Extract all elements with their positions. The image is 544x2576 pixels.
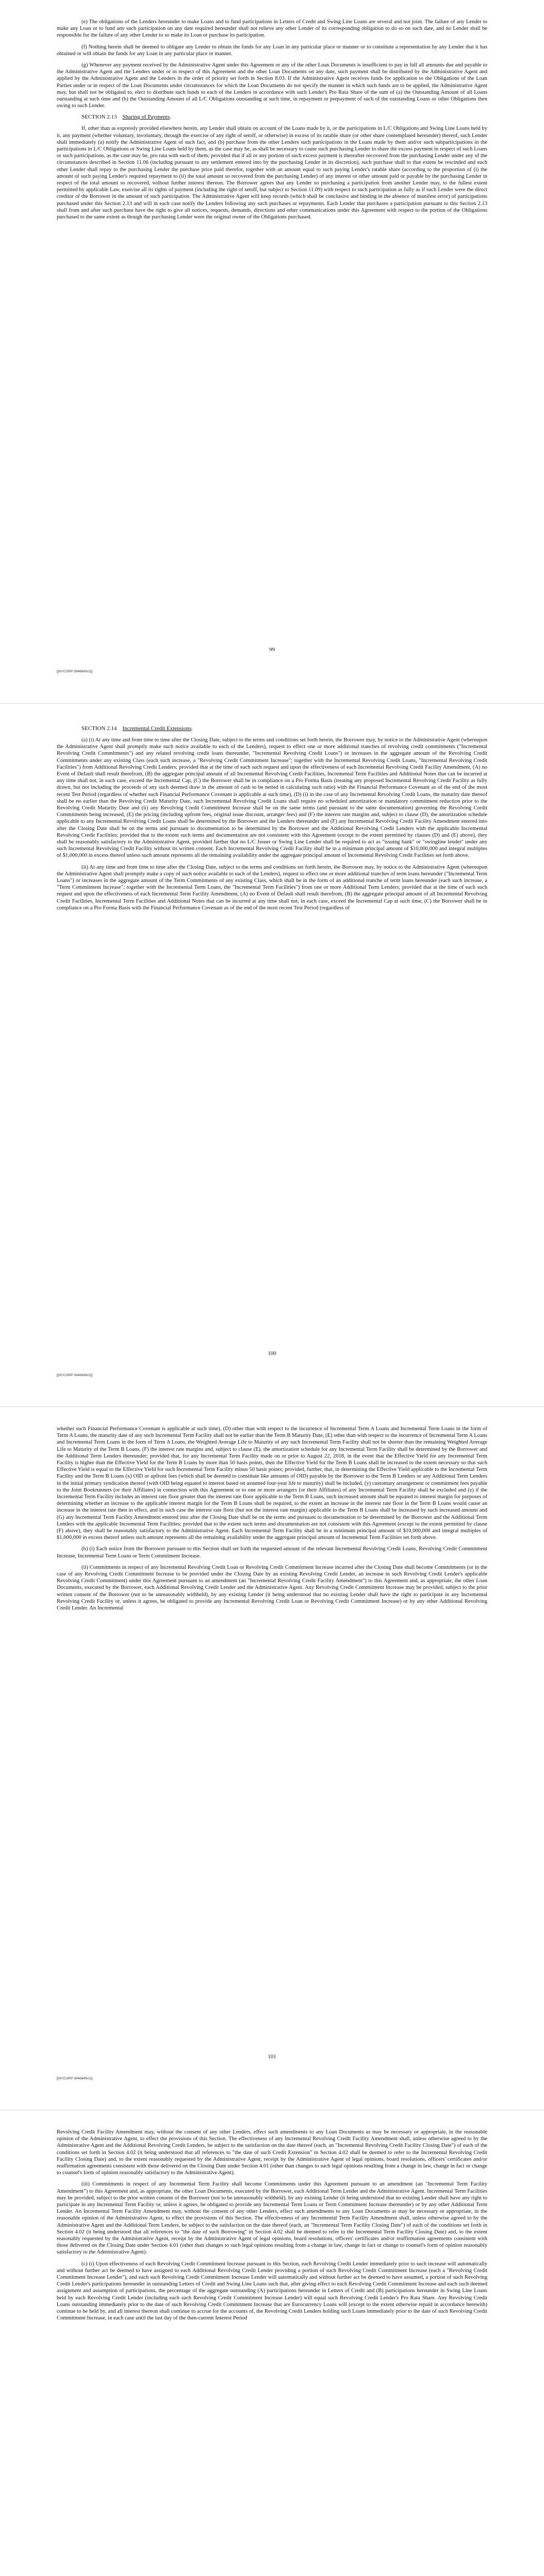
section-number: SECTION 2.14: [81, 725, 117, 732]
section-number: SECTION 2.13: [81, 114, 117, 121]
section-title: Sharing of Payments: [122, 114, 170, 121]
paragraph: (f) Nothing herein shall be deemed to obligate any Lender to obtain the funds for any Loan in any particular place or manner or to constitute a representation by any Lender that it has obtained or will obtain the funds for any Loan in any particular place or manner.: [57, 44, 487, 57]
document-page: [0, 0, 544, 703]
document-id: [[NYCORP:3946849v2]]: [57, 2077, 93, 2080]
paragraph: (ii) At any time and from time to time after the Closing Date, subject to the terms and conditions set forth herein, the Borrower may, by notice to the Administrative Agent (whereupon the Administrative Agent shall promptly make a copy of such notice available to each of the Lenders), request to effect one or more additional tranches of term loans hereunder ("Incremental Term Loans") or increases in the aggregate amount of the Term Commitments of any existing Class, which shall be in the form of an additional tranche of term loans hereunder (each such increase, a "Term Commitment Increase"; together with the Incremental Term Loans, the "Incremental Term Facilities") from one or more Additional Term Lenders; provided that at the time of each such request and upon the effectiveness of each Incremental Term Facility Amendment, (A) no Event of Default shall result therefrom, (B) the aggregate principal amount of all Incremental Revolving Credit Facilities, Incremental Term Facilities and Additional Notes that can be incurred at any time shall not, in each case, exceed the Incremental Cap at such time, (C) the Borrower shall be in compliance on a Pro Forma Basis with the Financial Performance Covenant as of the end of the most recent Test Period (regardless of: [57, 864, 487, 911]
paragraph: (a) (i) At any time and from time to time after the Closing Date, subject to the terms and conditions set forth herein, the Borrower may, by notice to the Administrative Agent (whereupon the Administrative Agent shall promptly make such notice available to each of the Lenders), request to effect one or more additional tranches of revolving credit commitments ("Incremental Revolving Credit Commitments") and any related revolving credit loans thereunder, "Incremental Revolving Credit Loans") or increases in the aggregate amount of the Revolving Credit Commitments under any existing Class (each such increase, a "Revolving Credit Commitment Increase"; together with the Incremental Revolving Credit Loans, "Incremental Revolving Credit Facilities") from Additional Revolving Credit Lenders; provided that at the time of each such request and upon the effectiveness of each Incremental Revolving Credit Facility Amendment, (A) no Event of Default shall result therefrom, (B) the aggregate principal amount of all Incremental Revolving Credit Facilities, Incremental Term Facilities and Additional Notes that can be incurred at any time shall not, in each case, exceed the Incremental Cap, (C) the Borrower shall be in compliance on a Pro Forma Basis (treating any proposed Incremental Revolving Credit Facility as fully drawn, but not including the proceeds of any such deemed draw in the amount of cash to be netted in calculating such ratio) with the Financial Performance Covenant as of the end of the most recent Test Period (regardless of whether such Financial Performance Covenant is applicable at such time), (D) (i) in the case of any Incremental Revolving Credit Loans, the maturity date thereof shall be no earlier than the Revolving Credit Maturity Date, such Incremental Revolving Credit Loans shall require no scheduled amortization or mandatory commitment reduction prior to the Revolving Credit Maturity Date and (ii) any Revolving Credit Commitment Increase shall be on the same terms (and pursuant to the same documentation) governing the Revolving Credit Commitments being increased, (E) the pricing (including upfront fees, original issue discount, arranger fees) and (F) the interest rate margins and, subject to clause (D), the amortization schedule applicable to any Incremental Revolving Credit Loans shall be determined by the Borrower and the Lenders thereunder and (F) any Incremental Revolving Credit Facility Amendment entered into after the Closing Date shall be on the terms and pursuant to documentation to be determined by the Borrower and the Additional Revolving Credit Lenders with the applicable Incremental Revolving Credit Facilities; provided that to the extent such terms and documentation are not consistent with this Agreement (except to the extent permitted by clauses (D) and (E) above), they shall be reasonably satisfactory to the Administrative Agent, provided further that no L/C Issuer or Swing Line Lender shall be required to act as "issuing bank" or "swingline lender" under any such Incremental Revolving Credit Facility without its written consent. Each Incremental Revolving Credit Facility shall be in a minimum principal amount of $10,000,000 and integral multiples of $1,000,000 in excess thereof unless such amount represents all the remaining availability under the aggregate principal amount of Incremental Revolving Credit Facilities set forth above.: [57, 737, 487, 859]
paragraph: (ii) Commitments in respect of any Incremental Revolving Credit Loan or Revolving Credit Commitment Increase incurred after the Closing Date shall become Commitments (or in the case of any Revolving Credit Commitment Increase to be provided under the Closing Date by an existing Revolving Credit Lender, an increase in such Revolving Credit Lender's applicable Revolving Credit Commitment) under this Agreement pursuant to an amendment (an "Incremental Revolving Credit Facility Amendment") to this Agreement and, as appropriate, the other Loan Documents, executed by the Borrower, each Additional Revolving Credit Lender and the Administrative Agent. Any Revolving Credit Commitment Increase may be provided, subject to the prior written consent of the Borrower (not to be unreasonably withheld), by any existing Lender (it being understood that no existing Lender shall have the right to participate in any Incremental Revolving Credit Facility or, unless it agrees, be obligated to provide any Incremental Revolving Credit Loan or Revolving Credit Commitment Increase) or by any other Additional Revolving Credit Lender. An Incremental: [57, 1564, 487, 1612]
section-title: Incremental Credit Extensions: [122, 725, 192, 732]
paragraph: whether such Financial Performance Covenant is applicable at such time), (D) other than with respect to the incurrence of Incremental Term A Loans and Incremental Term Loans in the form of Term A Loans, the maturity date of any such Incremental Term Facility shall not be earlier than the Term B Maturity Date, (E) other than with respect to the incurrence of Incremental Term A Loans and Incremental Term Loans in the form of Term A Loans, the Weighted Average Life to Maturity of any such Incremental Term Facility shall not be shorter than the remaining Weighted Average Life to Maturity of the Term B Loans, (F) the interest rate margins and, subject to clause (E), the amortization schedule for any Incremental Term Facility shall be determined by the Borrower and the Additional Term Lenders thereunder; provided that, for any Incremental Term Facility made on or prior to August 22, 2018, in the event that the Effective Yield for any Incremental Term Facility is higher than the Effective Yield for the Term B Loans by more than 50 basis points, then the Effective Yield for the Term B Loans shall be increased to the extent necessary so that such Effective Yield is equal to the Effective Yield for such Incremental Term Facility minus 50 basis points; provided, further, that, in determining the Effective Yield applicable to the Incremental Term Facility and the Term B Loans (x) OID or upfront fees (which shall be deemed to constitute like amounts of OID) payable by the Borrower to the Term B Lenders or any Additional Term Lenders in the initial primary syndication thereof (with OID being equated to interest based on assumed four-year life to maturity) shall be included, (y) customary arrangement or commitment fees payable to the Joint Bookrunners (or their Affiliates) in connection with this Agreement or to one or more arrangers (or their Affiliates) of any Incremental Term Facility shall be excluded and (z) if the Incremental Term Facility includes an interest rate floor greater than the interest rate floor applicable to the Term B Loans, such increased amount shall be equated to interest margin for purposes of determining whether an increase to the applicable interest margin for the Term B Loans shall be required, to the extent an increase in the interest rate floor in the Term B Loans would cause an increase in the interest rate then in effect, and in such case the interest rate floor (but not the interest rate margin) applicable to the Term B Loans shall be increased by such increased amount and (G) any Incremental Term Facility Amendment entered into after the Closing Date shall be on the terms and pursuant to documentation to be determined by the Borrower and the Additional Term Lenders with the applicable Incremental Term Facilities; provided that to the extent such terms and documentation are not consistent with this Agreement (except to the extent permitted by clause (F) above), they shall be reasonably satisfactory to the Administrative Agent. Each Incremental Term Facility shall be in a minimum principal amount of $10,000,000 and integral multiples of $1,000,000 in excess thereof unless such amount represents all the remaining availability under the aggregate principal amount of Incremental Term Facilities set forth above.: [57, 1426, 487, 1541]
section-heading: SECTION 2.14 Incremental Credit Extensions.: [81, 725, 193, 732]
document-page: [0, 1406, 544, 2110]
paragraph: If, other than as expressly provided elsewhere herein, any Lender shall obtain on account of the Loans made by it, or the participations in L/C Obligations and Swing Line Loans held by it, any payment (whether voluntary, involuntary, through the exercise of any right of setoff, or otherwise) in excess of its ratable share (or other share contemplated hereunder) thereof, such Lender shall immediately (a) notify the Administrative Agent of such fact, and (b) purchase from the other Lenders such participations in the Loans made by them and/or such subparticipations in the participations in L/C Obligations or Swing Line Loans held by them, as the case may be, as shall be necessary to cause such purchasing Lender to share the excess payment in respect of such Loans or such participations, as the case may be, pro rata with each of them; provided that if all or any portion of such excess payment is thereafter recovered from the purchasing Lender under any of the circumstances described in Section 11.06 (including pursuant to any settlement entered into by the purchasing Lender in its discretion), such purchase shall to that extent be rescinded and each other Lender shall repay to the purchasing Lender the purchase price paid therefor, together with an amount equal to such paying Lender's ratable share (according to the proportion of (i) the amount of such paying Lender's required repayment to (ii) the total amount so recovered from the purchasing Lender) of any interest or other amount paid or payable by the purchasing Lender in respect of the total amount so recovered, without further interest thereon. The Borrower agrees that any Lender so purchasing a participation from another Lender may, to the fullest extent permitted by applicable Law, exercise all its rights of payment (including the right of setoff, but subject to Section 11.09) with respect to such participation as fully as if such Lender were the direct creditor of the Borrower in the amount of such participation. The Administrative Agent will keep records (which shall be conclusive and binding in the absence of manifest error) of participations purchased under this Section 2.13 and will in each case notify the Lenders following any such purchases or repayments. Each Lender that purchases a participation pursuant to this Section 2.13 shall from and after such purchase have the right to give all notices, requests, demands, directions and other communications under this Agreement with respect to the portion of the Obligations purchased to the same extent as though the purchasing Lender were the original owner of the Obligations purchased.: [57, 126, 487, 221]
page-number: 100: [268, 1350, 276, 1357]
paragraph: (g) Whenever any payment received by the Administrative Agent under this Agreement or any of the other Loan Documents is insufficient to pay in full all amounts due and payable to the Administrative Agent and the Lenders under or in respect of this Agreement and the other Loan Documents on any date, such payment shall be distributed by the Administrative Agent and applied by the Administrative Agent and the Lenders in the order of priority set forth in Section 8.03. If the Administrative Agent receives funds for application to the Obligations of the Loan Parties under or in respect of the Loan Documents under circumstances for which the Loan Documents do not specify the manner in which such funds are to be applied, the Administrative Agent may, but shall not be obligated to, elect to distribute such funds to each of the Lenders in accordance with such Lender's Pro Rata Share of the sum of (a) the Outstanding Amount of all Loans outstanding at such time and (b) the Outstanding Amount of all L/C Obligations outstanding at such time, in repayment or prepayment of such of the outstanding Loans or other Obligations then owing to such Lender.: [57, 62, 487, 109]
page-number: 101: [268, 2054, 276, 2060]
paragraph: Revolving Credit Facility Amendment may, without the consent of any other Lenders, effect such amendments to any Loan Documents as may be necessary or appropriate, in the reasonable opinion of the Administrative Agent, to effect the provisions of this Section. The effectiveness of any Incremental Revolving Credit Facility Amendment shall, unless otherwise agreed to by the Administrative Agent and the Additional Revolving Credit Lenders, be subject to the satisfaction on the date thereof (each, an "Incremental Revolving Credit Facility Closing Date") of each of the conditions set forth in Section 4.02 (it being understood that all references to "the date of such Credit Extension" in Section 4.02 shall be deemed to refer to the Incremental Revolving Credit Facility Closing Date) and, to the extent reasonably requested by the Administrative Agent, receipt by the Administrative Agent of legal opinions, board resolutions, officers' certificates and/or reaffirmation agreements consistent with those delivered on the Closing Date under Section 4.01 (other than changes to such legal opinions resulting from a change in law, change in fact or change to counsel's form of opinion reasonably satisfactory to the Administrative Agent).: [57, 2129, 487, 2176]
document-id: [[NYCORP:3946849v2]]: [57, 1374, 93, 1377]
page-number: 99: [269, 647, 275, 653]
document-page: [0, 2110, 544, 2576]
section-heading: SECTION 2.13 Sharing of Payments.: [81, 114, 171, 121]
paragraph: (c) (i) Upon effectiveness of each Revolving Credit Commitment Increase pursuant to this Section, each Revolving Credit Lender immediately prior to such increase will automatically and without further act be deemed to have assigned to each Additional Revolving Credit Lender providing a portion of such Revolving Credit Commitment Increase (each a "Revolving Credit Commitment Increase Lender"), and each such Revolving Credit Commitment Increase Lender will automatically and without further act be deemed to have assumed, a portion of such Revolving Credit Lender's participations hereunder in outstanding Letters of Credit and Swing Line Loans such that, after giving effect to each Revolving Credit Commitment Increase and each such deemed assignment and assumption of participations, the percentage of the aggregate outstanding (A) participations hereunder in Letters of Credit and (B) participations hereunder in Swing Line Loans held by each Revolving Credit Lender (including each such Revolving Credit Commitment Increase Lender) will equal such Revolving Credit Lender's Pro Rata Share. Any Revolving Credit Loans outstanding immediately prior to the date of such Revolving Credit Commitment Increase that are Eurocurrency Loans will (except to the extent otherwise repaid in accordance herewith) continue to be held by, and all interest thereon shall continue to accrue for the accounts of, the Revolving Credit Lenders holding such Loans immediately prior to the date of such Revolving Credit Commitment Increase, in each case until the last day of the then-current Interest Period: [57, 2261, 487, 2321]
document-page: [0, 703, 544, 1406]
document-id: [[NYCORP:3946849v2]]: [57, 670, 93, 673]
paragraph: (b) (i) Each notice from the Borrower pursuant to this Section shall set forth the requested amount of the relevant Incremental Revolving Credit Loans, Revolving Credit Commitment Increase, Incremental Term Loans or Term Commitment Increase.: [57, 1546, 487, 1559]
paragraph: (e) The obligations of the Lenders hereunder to make Loans and to fund participations in Letters of Credit and Swing Line Loans are several and not joint. The failure of any Lender to make any Loan or to fund any such participation on any date required hereunder shall not relieve any other Lender of its corresponding obligation to do so on such date, and no Lender shall be responsible for the failure of any other Lender to so make its Loan or purchase its participation.: [57, 19, 487, 39]
paragraph: (iii) Commitments in respect of any Incremental Term Facility shall become Commitments under this Agreement pursuant to an amendment (an "Incremental Term Facility Amendment") to this Agreement and, as appropriate, the other Loan Documents, executed by the Borrower, each Additional Term Lender and the Administrative Agent. Incremental Term Facilities may be provided, subject to the prior written consent of the Borrower (not to be unreasonably withheld), by any existing Lender (it being understood that no existing Lender shall have any right to participate in any Incremental Term Facility or, unless it agrees, be obligated to provide any Incremental Term Loans or Term Commitment Increase thereunder) or by any other Additional Term Lender. An Incremental Term Facility Amendment may, without the consent of any other Lenders, effect such amendments to any Loan Documents as may be necessary or appropriate, in the reasonable opinion of the Administrative Agent, to effect the provisions of this Section. The effectiveness of any Incremental Term Facility Amendment shall, unless otherwise agreed to by the Administrative Agent and the Additional Term Lenders, be subject to the satisfaction on the date thereof (each, an "Incremental Term Facility Closing Date") of each of the conditions set forth in Section 4.02 (it being understood that all references to "the date of such Borrowing" in Section 4.02 shall be deemed to refer to the Incremental Term Facility Closing Date) and, to the extent reasonably requested by the Administrative Agent, receipt by the Administrative Agent of legal opinions, board resolutions, officers' certificates and/or reaffirmation agreements consistent with those delivered on the Closing Date under Section 4.01 (other than changes to such legal opinions resulting from a change in law, change in fact or change to counsel's form of opinion reasonably satisfactory to the Administrative Agent).: [57, 2181, 487, 2256]
